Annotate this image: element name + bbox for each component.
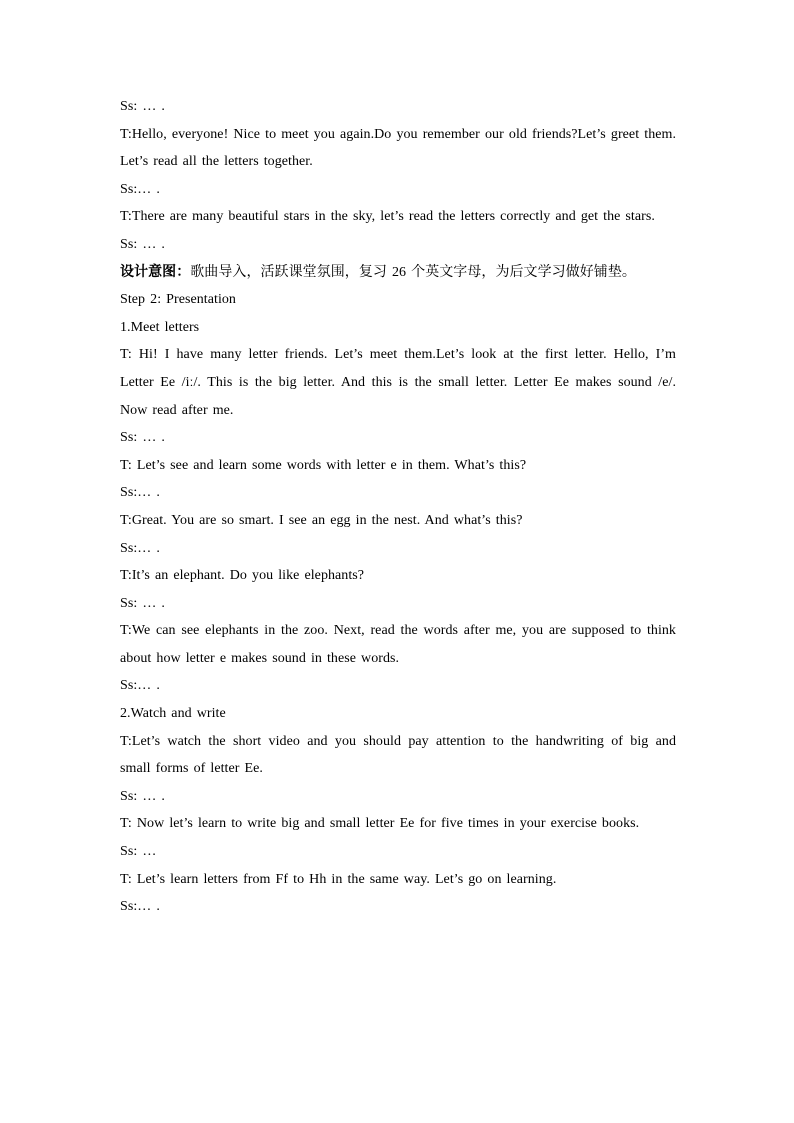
dialogue-line: Ss: … . xyxy=(120,99,165,114)
dialogue-line: Ss: … . xyxy=(120,430,165,446)
dialogue-line: T: Let’s learn letters from Ff to Hh in the same way. Let’s go on learning. xyxy=(120,871,557,887)
dialogue-line: T:We can see elephants in the zoo. Next, read the words after me, you are supposed to think about how letter e makes sound in these words. xyxy=(120,623,676,666)
dialogue-line: T: Hi! I have many letter friends. Let’s meet them.Let’s look at the first letter. Hello, I’m Letter Ee /iː/. This is the big letter. And this is the small letter. Letter Ee makes sound /e/. Now read after me. xyxy=(120,347,676,418)
dialogue-line: T:Hello, everyone! Nice to meet you again.Do you remember our old friends?Let’s greet them. Let’s read all the letters together. xyxy=(120,126,676,170)
dialogue-line: T: Now let’s learn to write big and small letter Ee for five times in your exercise books. xyxy=(120,816,640,832)
dialogue-line: Ss:… . xyxy=(120,181,160,197)
section-heading: Step 2: Presentation xyxy=(120,292,236,308)
dialogue-line: Ss:… . xyxy=(120,678,160,694)
dialogue-line: Ss: … . xyxy=(120,595,165,611)
dialogue-line: Ss: … . xyxy=(120,788,165,804)
subsection-heading: 2.Watch and write xyxy=(120,706,226,722)
dialogue-line: T:There are many beautiful stars in the sky, let’s read the letters correctly and get the stars. xyxy=(120,209,655,225)
dialogue-line: Ss: … . xyxy=(120,236,165,252)
dialogue-line: T:Let’s watch the short video and you should pay attention to the handwriting of big and small forms of letter Ee. xyxy=(120,733,676,777)
dialogue-line: T:Great. You are so smart. I see an egg in the nest. And what’s this? xyxy=(120,512,523,528)
dialogue-line: Ss:… . xyxy=(120,540,160,556)
dialogue-line: Ss:… . xyxy=(120,899,160,915)
dialogue-line: Ss:… . xyxy=(120,485,160,501)
dialogue-line: T:It’s an elephant. Do you like elephants? xyxy=(120,568,365,584)
design-intent-label: 设计意图： xyxy=(120,264,191,280)
design-intent-text: 歌曲导入，活跃课堂氛围，复习 26 个英文字母，为后文学习做好铺垫。 xyxy=(190,264,636,280)
dialogue-line: T: Let’s see and learn some words with letter e in them. What’s this? xyxy=(120,457,527,473)
document-body xyxy=(120,93,676,921)
subsection-heading: 1.Meet letters xyxy=(120,319,200,335)
dialogue-line: Ss: … xyxy=(120,844,157,860)
design-intent-paragraph xyxy=(120,259,676,287)
